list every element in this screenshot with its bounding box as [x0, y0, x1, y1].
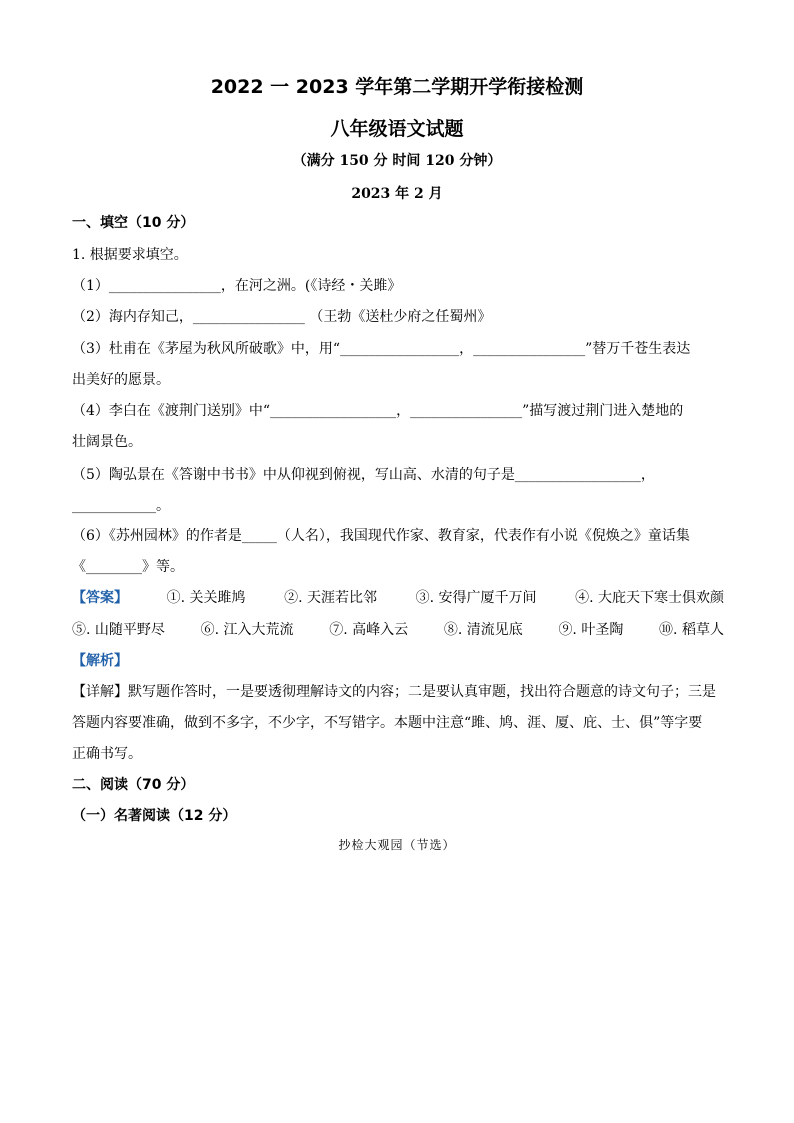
- answer-item: ①. 关关雎鸠: [166, 590, 246, 606]
- answer-item: ⑨. 叶圣陶: [558, 622, 624, 638]
- score-time-info: （满分 150 分 时间 120 分钟）: [292, 153, 502, 169]
- analysis-detail: 正确书写。: [72, 746, 142, 762]
- question-item-cont: 壮阔景色。: [72, 434, 142, 450]
- answer-line-2: [72, 620, 724, 640]
- answer-item: ⑧. 清流见底: [443, 622, 523, 638]
- exam-title: 2022 一 2023 学年第二学期开学衔接检测: [210, 76, 584, 98]
- answer-item: ②. 天涯若比邻: [284, 590, 377, 606]
- section2-subheading: （一）名著阅读（12 分）: [72, 808, 237, 824]
- question-item: （4）李白在《渡荆门送别》中“__________________，________________”描写渡过荆门进入楚地的: [72, 403, 684, 419]
- analysis-label: 【解析】: [72, 653, 128, 669]
- answer-line-1: [72, 588, 724, 608]
- answer-label: 【答案】: [72, 590, 128, 606]
- answer-item: ④. 大庇天下寒士俱欢颜: [575, 590, 724, 606]
- answer-item: ⑦. 高峰入云: [329, 622, 409, 638]
- question-item-cont: 《________》等。: [72, 559, 184, 575]
- question-item-cont: ____________。: [72, 498, 170, 514]
- detail-text: 默写题作答时，一是要透彻理解诗文的内容；二是要认真审题，找出符合题意的诗文句子；三是: [128, 684, 716, 700]
- answer-item: ③. 安得广厦千万间: [415, 590, 537, 606]
- answer-item: ⑥. 江入大荒流: [200, 622, 294, 638]
- section2-heading: 二、阅读（70 分）: [72, 777, 195, 793]
- answer-item: ⑤. 山随平野尽: [72, 622, 165, 638]
- detail-label: 【详解】: [72, 684, 128, 700]
- answer-item: ⑩. 稻草人: [659, 622, 724, 638]
- analysis-detail: [72, 682, 724, 702]
- question-intro: 1. 根据要求填空。: [72, 247, 188, 263]
- exam-date: 2023 年 2 月: [351, 186, 443, 202]
- section1-heading: 一、填空（10 分）: [72, 215, 195, 231]
- analysis-detail: 答题内容要准确，做到不多字，不少字，不写错字。本题中注意“雎、鸠、涯、厦、庇、士、俱”等字要: [72, 715, 703, 731]
- passage-title: 抄检大观园（节选）: [338, 838, 456, 852]
- question-item: （1）________________，在河之洲。(《诗经・关雎》: [72, 278, 402, 294]
- subject-title: 八年级语文试题: [330, 118, 464, 140]
- question-item: （3）杜甫在《茅屋为秋风所破歌》中，用“_________________，________________”替万千苍生表达: [72, 341, 691, 357]
- question-item: （6）《苏州园林》的作者是_____（人名），我国现代作家、教育家，代表作有小说《倪焕之》童话集: [72, 528, 690, 544]
- question-item-cont: 出美好的愿景。: [72, 372, 170, 388]
- question-item: （5）陶弘景在《答谢中书书》中从仰视到俯视，写山高、水清的句子是__________________，: [72, 467, 655, 483]
- question-item: （2）海内存知己，________________ （王勃《送杜少府之任蜀州》: [72, 309, 492, 325]
